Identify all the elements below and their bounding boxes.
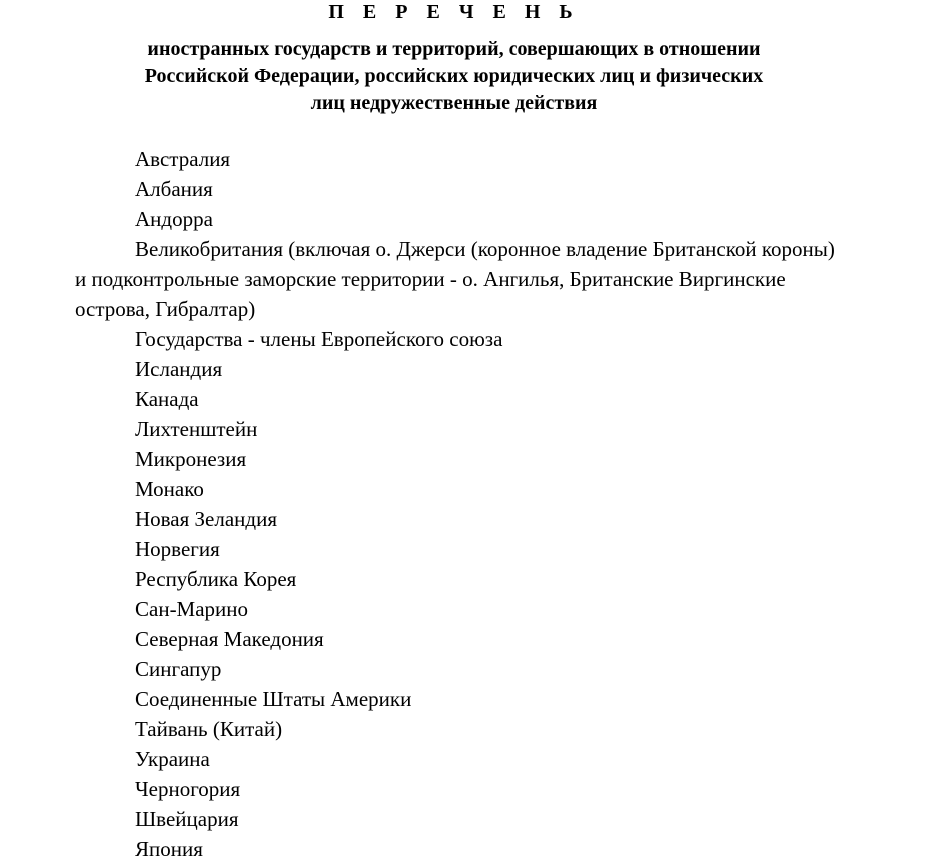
list-item: Лихтенштейн bbox=[135, 417, 258, 441]
list-item: Норвегия bbox=[135, 537, 220, 561]
list-item: Микронезия bbox=[135, 447, 247, 471]
subtitle-line: лиц недружественные действия bbox=[310, 92, 598, 114]
list-item: Андорра bbox=[135, 207, 213, 231]
list-item: Албания bbox=[135, 177, 213, 201]
list-item: Тайвань (Китай) bbox=[135, 717, 283, 741]
list-item: Черногория bbox=[135, 777, 241, 801]
list-item: Япония bbox=[135, 837, 203, 861]
document-subtitle bbox=[0, 36, 908, 117]
list-item: Канада bbox=[135, 387, 199, 411]
list-item: Швейцария bbox=[135, 807, 239, 831]
list-item: Государства - члены Европейского союза bbox=[135, 327, 503, 351]
list-item: Исландия bbox=[135, 357, 223, 381]
list-item: Австралия bbox=[135, 147, 231, 171]
country-list bbox=[75, 144, 845, 864]
subtitle-line: иностранных государств и территорий, совершающих в отношении bbox=[147, 38, 761, 60]
list-item: Сингапур bbox=[135, 657, 222, 681]
list-item: Республика Корея bbox=[135, 567, 297, 591]
list-item: Монако bbox=[135, 477, 204, 501]
list-item: Сан-Марино bbox=[135, 597, 249, 621]
list-item: Северная Македония bbox=[135, 627, 324, 651]
list-item: Новая Зеландия bbox=[135, 507, 277, 531]
subtitle-line: Российской Федерации, российских юридических лиц и физических bbox=[144, 65, 764, 87]
document-title: П Е Р Е Ч Е Н Ь bbox=[328, 1, 580, 23]
list-item: Соединенные Штаты Америки bbox=[135, 687, 412, 711]
list-item: Украина bbox=[135, 747, 210, 771]
list-item: Великобритания (включая о. Джерси (коронное владение Британской короны) и подконтрольные заморские территории - о. Ангилья, Британские Виргинские острова, Гибралтар) bbox=[75, 237, 835, 321]
